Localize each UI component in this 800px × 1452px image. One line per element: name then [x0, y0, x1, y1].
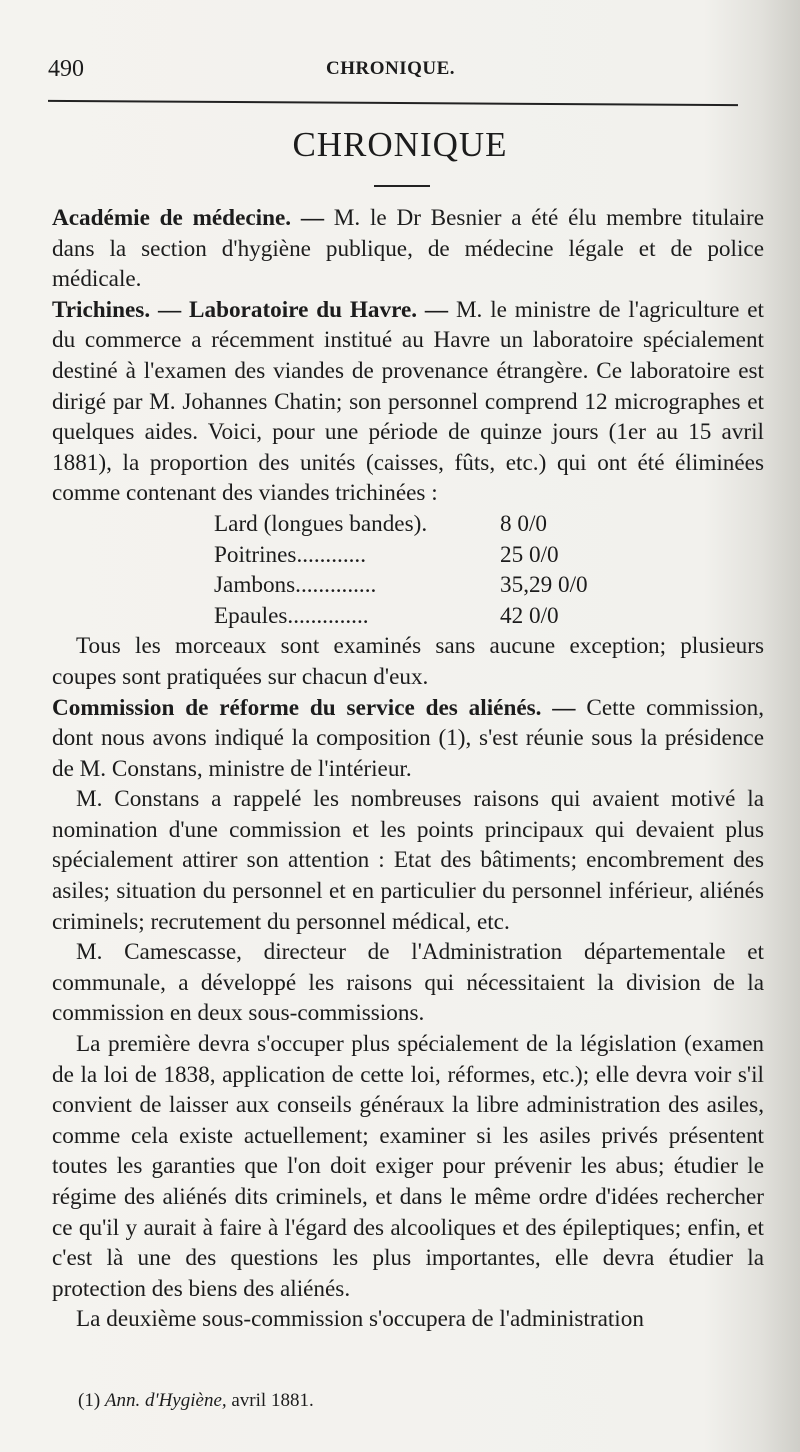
running-head [48, 56, 738, 86]
paragraph-text: M. le ministre de l'agriculture et du commerce a récemment institué au Havre un laboratoire spécialement destiné à l'examen des viandes de provenance étrangère. Ce laboratoire est dirigé par M. Johannes Chatin; son personnel comprend 12 micrographes et quelques aides. Voici, pour une période de quinze jours (1er au 15 avril 1881), la proportion des unités (caisses, fûts, etc.) qui ont été éliminées comme contenant des viandes trichinées : [52, 296, 764, 507]
paragraph-text: Cette commission, dont nous avons indiqué la composition (1), s'est réunie sous la présidence de M. Constans, ministre de l'intérieur. [52, 694, 765, 782]
header-rule [48, 100, 738, 106]
table-row [214, 570, 634, 601]
table-value: 42 0/0 [500, 602, 559, 629]
footnote-date: avril 1881. [231, 1390, 314, 1411]
table-label: Poitrines............ [214, 541, 367, 568]
paragraph-after-table: Tous les morceaux sont examinés sans aucune exception; plusieurs coupes sont pratiquées sur chacun d'eux. [52, 633, 764, 690]
section-title: CHRONIQUE [292, 125, 508, 164]
paragraph-lead: Trichines. — Laboratoire du Havre. — [52, 296, 449, 323]
paragraph-constans: M. Constans a rappelé les nombreuses raisons qui avaient motivé la nomination d'une commission et les points principaux qui devaient plus spécialement attirer son attention : Etat des bâtiments; encombrement des asiles; situation du personnel et en particulier du personnel inférieur, aliénés criminels; recrutement du personnel médical, etc. [52, 786, 764, 935]
table-label: Jambons.............. [214, 572, 377, 599]
page-number: 490 [48, 56, 84, 82]
paragraph-lead: Commission de réforme du service des aliénés. — [52, 694, 576, 721]
table-row [214, 601, 634, 632]
paragraph-camescasse: M. Camescasse, directeur de l'Administration départementale et communale, a développé les raisons qui nécessitaient la division de la commission en deux sous-commissions. [52, 939, 764, 1027]
table-value: 8 0/0 [500, 510, 548, 537]
paragraph-premiere: La première devra s'occuper plus spécialement de la législation (examen de la loi de 1838, application de cette loi, réformes, etc.); elle devra voir s'il convient de laisser aux conseils généraux la libre administration des asiles, comme cela existe actuellement; examiner si les asiles privés présentent toutes les garanties que l'on doit exiger pour prévenir les abus; étudier le régime des aliénés dits criminels, et dans le même ordre d'idées rechercher ce qu'il y aurait à faire à l'égard des alcooliques et des épileptiques; enfin, et c'est là une des questions les plus importantes, elle devra étudier la protection des biens des aliénés. [52, 1031, 764, 1302]
table-value: 25 0/0 [500, 541, 559, 568]
footnote [78, 1390, 314, 1412]
footnote-journal: Ann. d'Hygiène, [104, 1390, 227, 1411]
footnote-marker: (1) [78, 1390, 101, 1411]
table-value: 35,29 0/0 [500, 572, 588, 599]
article-body [52, 203, 764, 1335]
table-row [214, 540, 634, 571]
table-label: Epaules.............. [214, 602, 369, 629]
paragraph-text: M. le Dr Besnier a été élu membre titulaire dans la section d'hygiène publique, de médecine légale et de police médicale. [52, 205, 765, 293]
running-title: CHRONIQUE. [326, 58, 456, 79]
table-row [214, 509, 634, 540]
paragraph-trichines [52, 295, 764, 509]
paragraph-academie [52, 203, 764, 295]
paragraph-lead: Académie de médecine. — [52, 205, 325, 231]
title-rule [374, 185, 430, 187]
paragraph-commission [52, 693, 764, 785]
table-label: Lard (longues bandes). [214, 510, 428, 537]
paragraph-deuxieme: La deuxième sous-commission s'occupera de l'administration [76, 1306, 644, 1333]
trichine-table [214, 509, 634, 631]
